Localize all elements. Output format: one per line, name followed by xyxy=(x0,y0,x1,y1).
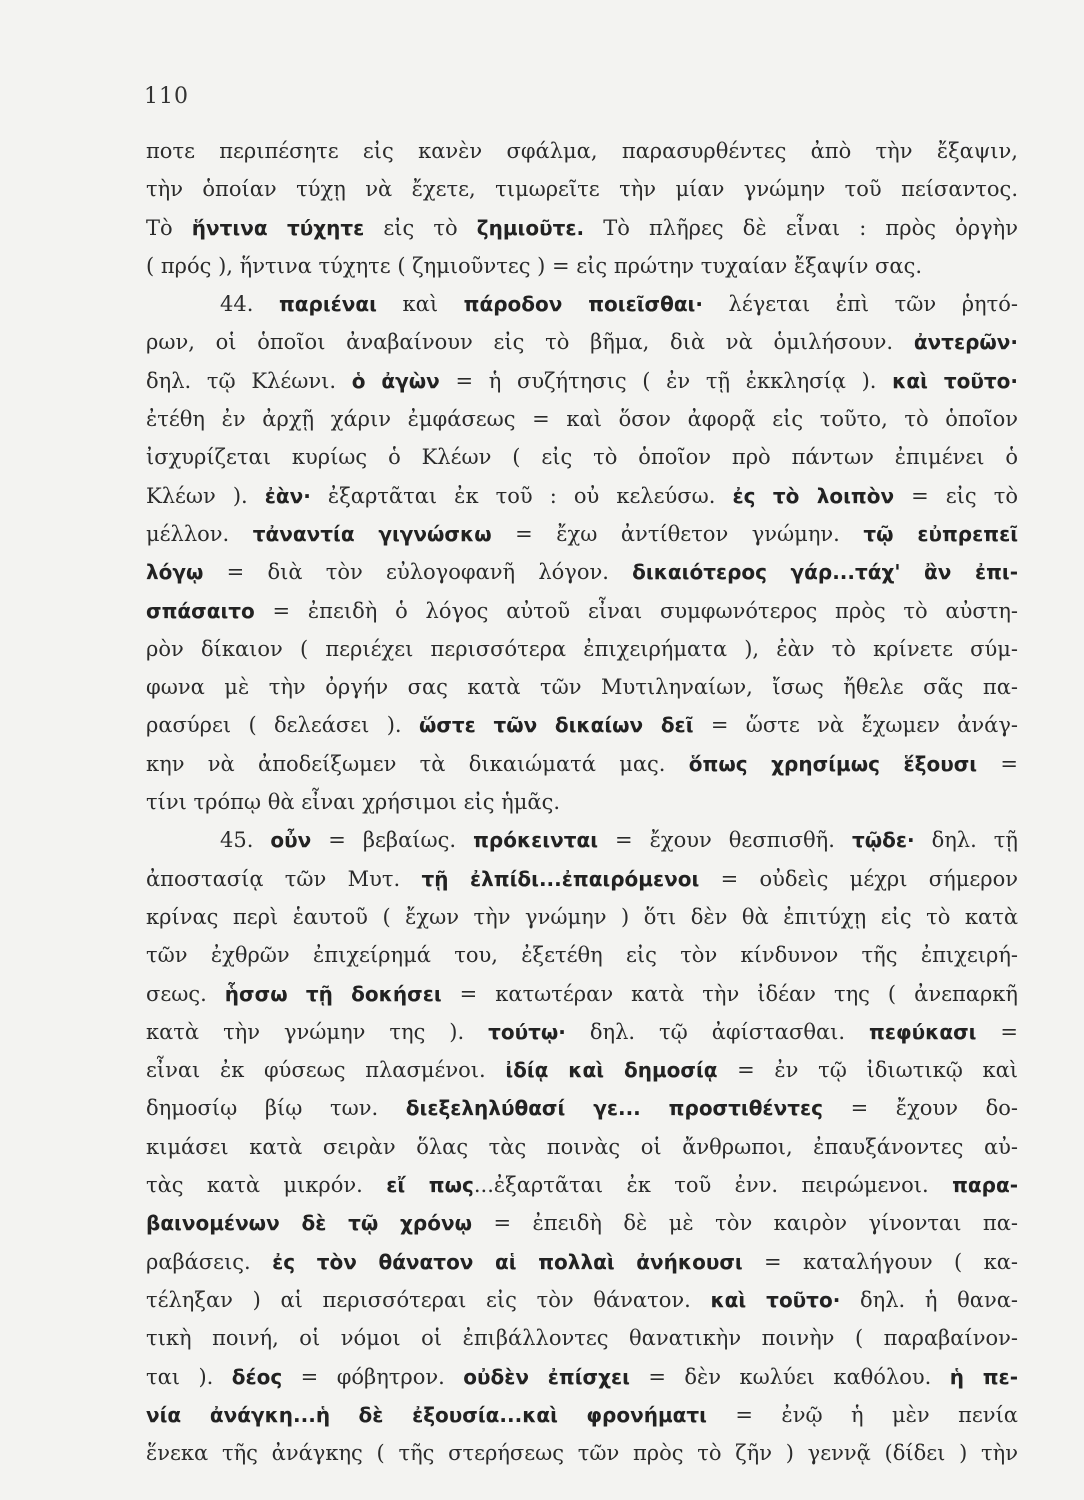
text-segment: = ἡ συζήτησις ( ἐν τῇ ἐκκλησίᾳ ). xyxy=(439,368,893,393)
text-segment: = ἐπειδὴ ὁ λόγος αὐτοῦ εἶναι συμφωνότερος πρὸς τὸ αὐστη- xyxy=(254,598,1018,623)
text-segment: = εἰς τὸ xyxy=(894,483,1018,508)
lemma-term: τῷδε· xyxy=(851,828,915,853)
text-line xyxy=(146,783,1018,821)
text-segment xyxy=(330,1403,358,1427)
text-segment: Τὸ xyxy=(146,215,192,240)
text-segment: ἰσχυρίζεται κυρίως ὁ Κλέων ( εἰς τὸ ὁποῖον πρὸ πάντων ἐπιμένει ὁ xyxy=(146,445,1018,470)
lemma-term: βαινομένων δὲ τῷ χρόνῳ xyxy=(146,1211,472,1236)
text-line xyxy=(146,362,1018,400)
lemma-term: πεφύκασι xyxy=(869,1019,977,1044)
commentary-text xyxy=(146,132,1018,1472)
lemma-term: τούτῳ· xyxy=(488,1019,566,1044)
text-line xyxy=(146,170,1018,208)
text-line xyxy=(146,936,1018,974)
text-segment: = οὐδεὶς μέχρι σήμερον xyxy=(699,866,1018,891)
text-segment: τέληξαν ) αἱ περισσότεραι εἰς τὸν θάνατον. xyxy=(146,1287,711,1312)
page-number: 110 xyxy=(144,84,189,109)
text-segment: δηλ. τῇ xyxy=(914,828,1018,853)
text-segment: τὴν ὁποίαν τύχῃ νὰ ἔχετε, τιμωρεῖτε τὴν μίαν γνώμην τοῦ πείσαντος. xyxy=(146,177,1018,202)
lemma-term: ἐς τὸ λοιπὸν xyxy=(732,483,895,508)
text-segment: ἕνεκα τῆς ἀνάγκης ( τῆς στερήσεως τῶν πρὸς τὸ ζῆν ) γεννᾷ (δίδει ) τὴν xyxy=(146,1441,1018,1466)
text-line xyxy=(146,1319,1018,1357)
lemma-term: ζημιοῦτε. xyxy=(476,215,585,240)
lemma-term: εἴ πως xyxy=(386,1173,474,1198)
lemma-term: ἧσσω τῇ δοκήσει xyxy=(224,981,442,1006)
text-line xyxy=(146,1128,1018,1166)
lemma-term: διεξεληλύθασί γε... προστιθέντες xyxy=(405,1096,823,1121)
lemma-term: ἡ πε- xyxy=(949,1364,1018,1389)
text-line xyxy=(146,1204,1018,1242)
text-line xyxy=(146,1434,1018,1472)
text-segment: = κατωτέραν κατὰ τὴν ἰδέαν της ( ἀνεπαρκῆ xyxy=(441,981,1018,1006)
text-line xyxy=(146,515,1018,553)
text-segment: τὰς κατὰ μικρόν. xyxy=(146,1173,387,1198)
text-segment: ἀποστασίᾳ τῶν Μυτ. xyxy=(146,866,422,891)
text-segment: τῶν ἐχθρῶν ἐπιχείρημά του, ἐξετέθη εἰς τὸν κίνδυνον τῆς ἐπιχειρή- xyxy=(146,943,1018,968)
text-line xyxy=(146,209,1018,247)
text-segment: 45. xyxy=(220,828,271,853)
lemma-term: ἀντερῶν· xyxy=(913,330,1018,355)
text-segment: δηλ. ἡ θανα- xyxy=(840,1287,1018,1312)
text-segment: Κλέων ). xyxy=(146,483,265,508)
text-segment: λέγεται ἐπὶ τῶν ῥητό- xyxy=(702,292,1018,317)
text-segment: = βεβαίως. xyxy=(311,828,474,853)
lemma-term: παρα- xyxy=(952,1173,1018,1198)
text-line xyxy=(146,630,1018,668)
text-segment: ται ). xyxy=(146,1364,232,1389)
text-segment: κατὰ τὴν γνώμην της ). xyxy=(146,1019,489,1044)
lemma-term: τῇ ἐλπίδι...ἐπαιρόμενοι xyxy=(421,866,700,891)
lemma-term: καὶ τοῦτο· xyxy=(710,1287,841,1312)
text-segment xyxy=(558,1403,586,1427)
text-segment: = ἔχουν δο- xyxy=(822,1096,1018,1121)
text-segment: δηλ. τῷ ἀφίστασθαι. xyxy=(565,1019,870,1044)
text-segment: = δὲν κωλύει καθόλου. xyxy=(629,1364,950,1389)
text-line xyxy=(146,1396,1018,1434)
text-segment: κην νὰ ἀποδείξωμεν τὰ δικαιώματά μας. xyxy=(146,751,689,776)
text-segment: ποτε περιπέσητε εἰς κανὲν σφάλμα, παρασυρθέντες ἀπὸ τὴν ἔξαψιν, xyxy=(146,139,1018,163)
text-line xyxy=(146,438,1018,476)
text-line xyxy=(146,592,1018,630)
text-segment: = ἐπειδὴ δὲ μὲ τὸν καιρὸν γίνονται πα- xyxy=(471,1211,1018,1236)
lemma-term: πάροδον ποιεῖσθαι· xyxy=(463,292,703,317)
text-line xyxy=(146,1358,1018,1396)
text-segment: = ὥστε νὰ ἔχωμεν ἀνάγ- xyxy=(693,713,1018,738)
lemma-term: νία ἀνάγκη...ἡ xyxy=(146,1402,331,1427)
text-line xyxy=(146,860,1018,898)
text-line xyxy=(146,1051,1018,1089)
text-line xyxy=(146,323,1018,361)
text-segment: ...ἐξαρτᾶται ἐκ τοῦ ἐνν. πειρώμενοι. xyxy=(473,1173,953,1198)
text-segment: = ἐνῷ ἡ μὲν πενία xyxy=(706,1402,1018,1427)
lemma-term: λόγῳ xyxy=(146,560,204,585)
text-segment: = xyxy=(976,1019,1018,1044)
lemma-term: ἰδίᾳ καὶ δημοσίᾳ xyxy=(505,1058,718,1083)
lemma-term: πρόκεινται xyxy=(473,828,598,853)
lemma-term: φρονήματι xyxy=(586,1402,707,1427)
text-segment: εἰς τὸ xyxy=(364,215,477,240)
text-segment: = ἔχουν θεσπισθῆ. xyxy=(598,828,852,853)
lemma-term: οὐδὲν ἐπίσχει xyxy=(463,1364,630,1389)
text-line xyxy=(146,400,1018,438)
text-line xyxy=(146,898,1018,936)
text-segment: ραβάσεις. xyxy=(146,1249,273,1274)
lemma-term: οὖν xyxy=(270,828,312,853)
text-segment: ρων, οἱ ὁποῖοι ἀναβαίνουν εἰς τὸ βῆμα, διὰ νὰ ὁμιλήσουν. xyxy=(146,330,914,355)
text-line xyxy=(146,745,1018,783)
text-segment: τικὴ ποινή, οἱ νόμοι οἱ ἐπιβάλλοντες θανατικὴν ποινὴν ( παραβαίνον- xyxy=(146,1326,1018,1351)
text-line xyxy=(146,1243,1018,1281)
text-line xyxy=(146,285,1018,323)
text-line xyxy=(146,132,1018,170)
text-segment: ἐτέθη ἐν ἀρχῇ χάριν ἐμφάσεως = καὶ ὅσον ἀφορᾷ εἰς τοῦτο, τὸ ὁποῖον xyxy=(146,407,1018,432)
text-segment: μέλλον. xyxy=(146,521,253,546)
text-segment: φωνα μὲ τὴν ὀργήν σας κατὰ τῶν Μυτιληναίων, ἴσως ἤθελε σᾶς πα- xyxy=(146,675,1018,700)
text-line xyxy=(146,553,1018,591)
lemma-term: ὅπως χρησίμως ἕξουσι xyxy=(688,751,978,776)
lemma-term: ἐὰν· xyxy=(264,483,311,508)
text-segment: = xyxy=(977,751,1018,776)
lemma-term: δέος xyxy=(231,1364,283,1389)
text-line xyxy=(146,1089,1018,1127)
text-segment: τίνι τρόπῳ θὰ εἶναι χρήσιμοι εἰς ἡμᾶς. xyxy=(146,790,561,815)
text-segment: Τὸ πλῆρες δὲ εἶναι : πρὸς ὀργὴν xyxy=(584,215,1018,240)
text-segment: κρίνας περὶ ἑαυτοῦ ( ἔχων τὴν γνώμην ) ὅτι δὲν θὰ ἐπιτύχῃ εἰς τὸ κατὰ xyxy=(146,904,1018,929)
text-segment: δημοσίῳ βίῳ των. xyxy=(146,1096,406,1121)
lemma-term: καὶ τοῦτο· xyxy=(892,368,1018,393)
text-segment: = ἔχω ἀντίθετον γνώμην. xyxy=(491,521,864,546)
text-segment: δηλ. τῷ Κλέωνι. xyxy=(146,368,352,393)
lemma-term: δικαιότερος γάρ...τάχ' ἂν ἐπι- xyxy=(632,560,1018,585)
text-segment: κιμάσει κατὰ σειρὰν ὅλας τὰς ποινὰς οἱ ἄνθρωποι, ἐπαυξάνοντες αὐ- xyxy=(146,1134,1018,1159)
text-segment: = καταλήγουν ( κα- xyxy=(742,1249,1018,1274)
lemma-term: παριέναι xyxy=(278,292,377,317)
text-line xyxy=(146,1013,1018,1051)
lemma-term: σπάσαιτο xyxy=(146,598,255,623)
lemma-term: ὥστε τῶν δικαίων δεῖ xyxy=(418,713,694,738)
text-segment: ( πρός ), ἥντινα τύχητε ( ζημιοῦντες ) = εἰς πρώτην τυχαίαν ἔξαψίν σας. xyxy=(146,253,923,278)
lemma-term: τἀναντία γιγνώσκω xyxy=(252,521,492,546)
text-segment: ρασύρει ( δελεάσει ). xyxy=(146,713,419,738)
text-segment: ρὸν δίκαιον ( περιέχει περισσότερα ἐπιχειρήματα ), ἐὰν τὸ κρίνετε σύμ- xyxy=(146,636,1018,661)
text-segment: = ἐν τῷ ἰδιωτικῷ καὶ xyxy=(717,1058,1018,1083)
lemma-term: ὁ ἀγὼν xyxy=(351,368,440,393)
text-segment: = διὰ τὸν εὐλογοφανῆ λόγον. xyxy=(203,560,633,585)
lemma-term: δὲ ἐξουσία...καὶ xyxy=(358,1402,558,1427)
text-line xyxy=(146,975,1018,1013)
text-line xyxy=(146,706,1018,744)
text-segment: εἶναι ἐκ φύσεως πλασμένοι. xyxy=(146,1058,506,1083)
text-segment: σεως. xyxy=(146,981,225,1006)
text-segment: = φόβητρον. xyxy=(282,1364,464,1389)
text-line xyxy=(146,247,1018,285)
lemma-term: ἐς τὸν θάνατον αἱ πολλαὶ ἀνήκουσι xyxy=(272,1249,743,1274)
text-segment: καὶ xyxy=(376,292,464,317)
text-line xyxy=(146,1166,1018,1204)
text-line xyxy=(146,477,1018,515)
text-line xyxy=(146,1281,1018,1319)
text-line xyxy=(146,821,1018,859)
text-line xyxy=(146,668,1018,706)
lemma-term: ἥντινα τύχητε xyxy=(191,215,365,240)
text-segment: ἐξαρτᾶται ἐκ τοῦ : οὐ κελεύσω. xyxy=(310,483,733,508)
text-segment: 44. xyxy=(220,292,279,317)
lemma-term: τῷ εὐπρεπεῖ xyxy=(863,521,1018,546)
